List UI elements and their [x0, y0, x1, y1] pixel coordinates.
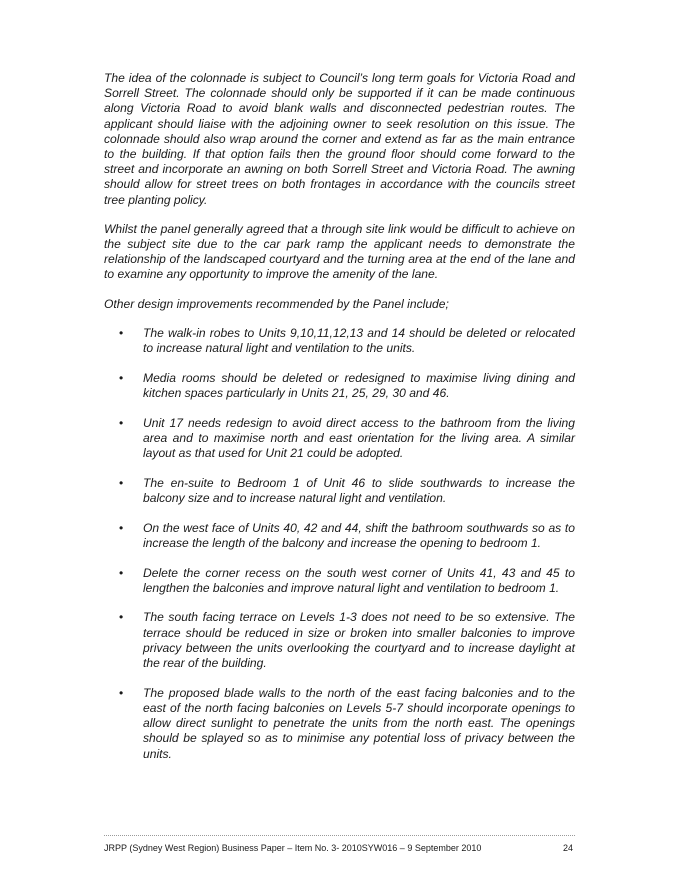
- bullet-icon: •: [119, 370, 124, 385]
- paragraph-colonnade: The idea of the colonnade is subject to Council’s long term goals for Victoria Road and Sorrell Street. The colonnade should only be supported if it can be made continuous along Victoria Road to avoid blank walls and disconnected pedestrian routes. The applicant should liaise with the adjoining owner to seek resolution on this issue. The colonnade should also wrap around the corner and extend as far as the main entrance to the building. If that option fails then the ground floor should come forward to the street and incorporate an awning on both Sorrell Street and Victoria Road. The awning should allow for street trees on both frontages in accordance with the councils street tree planting policy.: [104, 71, 575, 207]
- improvements-list: [104, 326, 575, 762]
- list-item: [104, 521, 575, 551]
- list-item-text: The south facing terrace on Levels 1-3 does not need to be so extensive. The terrace should be reduced in size or broken into smaller balconies to improve privacy between the units overlooking the courtyard and to increase daylight at the rear of the building.: [143, 610, 575, 671]
- list-item-text: Delete the corner recess on the south west corner of Units 41, 43 and 45 to lengthen the balconies and improve natural light and ventilation to bedroom 1.: [143, 565, 575, 595]
- list-item-text: Unit 17 needs redesign to avoid direct access to the bathroom from the living area and to maximise north and east orientation for the living area. A similar layout as that used for Unit 21 could be adopted.: [143, 415, 575, 461]
- bullet-icon: •: [119, 520, 124, 535]
- bullet-icon: •: [119, 685, 124, 700]
- footer-text: JRPP (Sydney West Region) Business Paper – Item No. 3- 2010SYW016 – 9 September 2010: [104, 843, 482, 853]
- list-item-text: Media rooms should be deleted or redesigned to maximise living dining and kitchen spaces particularly in Units 21, 25, 29, 30 and 46.: [143, 370, 575, 400]
- list-item-text: The walk-in robes to Units 9,10,11,12,13 and 14 should be deleted or relocated to increase natural light and ventilation to the units.: [143, 325, 575, 356]
- paragraph-improvements-intro: Other design improvements recommended by the Panel include;: [104, 296, 449, 311]
- list-item: [104, 566, 575, 596]
- list-item: [104, 610, 575, 671]
- list-item: [104, 416, 575, 462]
- list-item: [104, 371, 575, 401]
- list-item: [104, 476, 575, 506]
- bullet-icon: •: [119, 565, 124, 580]
- page-number: 24: [562, 843, 573, 853]
- footer-divider: [104, 835, 575, 836]
- list-item-text: The en-suite to Bedroom 1 of Unit 46 to slide southwards to increase the balcony size and to increase natural light and ventilation.: [143, 475, 575, 505]
- bullet-icon: •: [119, 325, 124, 340]
- bullet-icon: •: [119, 415, 124, 430]
- list-item: [104, 686, 575, 762]
- paragraph-site-link: Whilst the panel generally agreed that a through site link would be difficult to achieve on the subject site due to the car park ramp the applicant needs to demonstrate the relationship of the landscaped courtyard and the turning area at the end of the lane and to examine any opportunity to improve the amenity of the lane.: [104, 221, 575, 282]
- body-content: [104, 71, 575, 776]
- list-item-text: On the west face of Units 40, 42 and 44, shift the bathroom southwards so as to increase the length of the balcony and increase the opening to bedroom 1.: [143, 520, 575, 550]
- list-item: [104, 326, 575, 356]
- bullet-icon: •: [119, 475, 124, 490]
- list-item-text: The proposed blade walls to the north of the east facing balconies and to the east of the north facing balconies on Levels 5-7 should incorporate openings to allow direct sunlight to penetrate the units from the north east. The openings should be splayed so as to minimise any potential loss of privacy between the units.: [143, 685, 575, 761]
- bullet-icon: •: [119, 610, 124, 625]
